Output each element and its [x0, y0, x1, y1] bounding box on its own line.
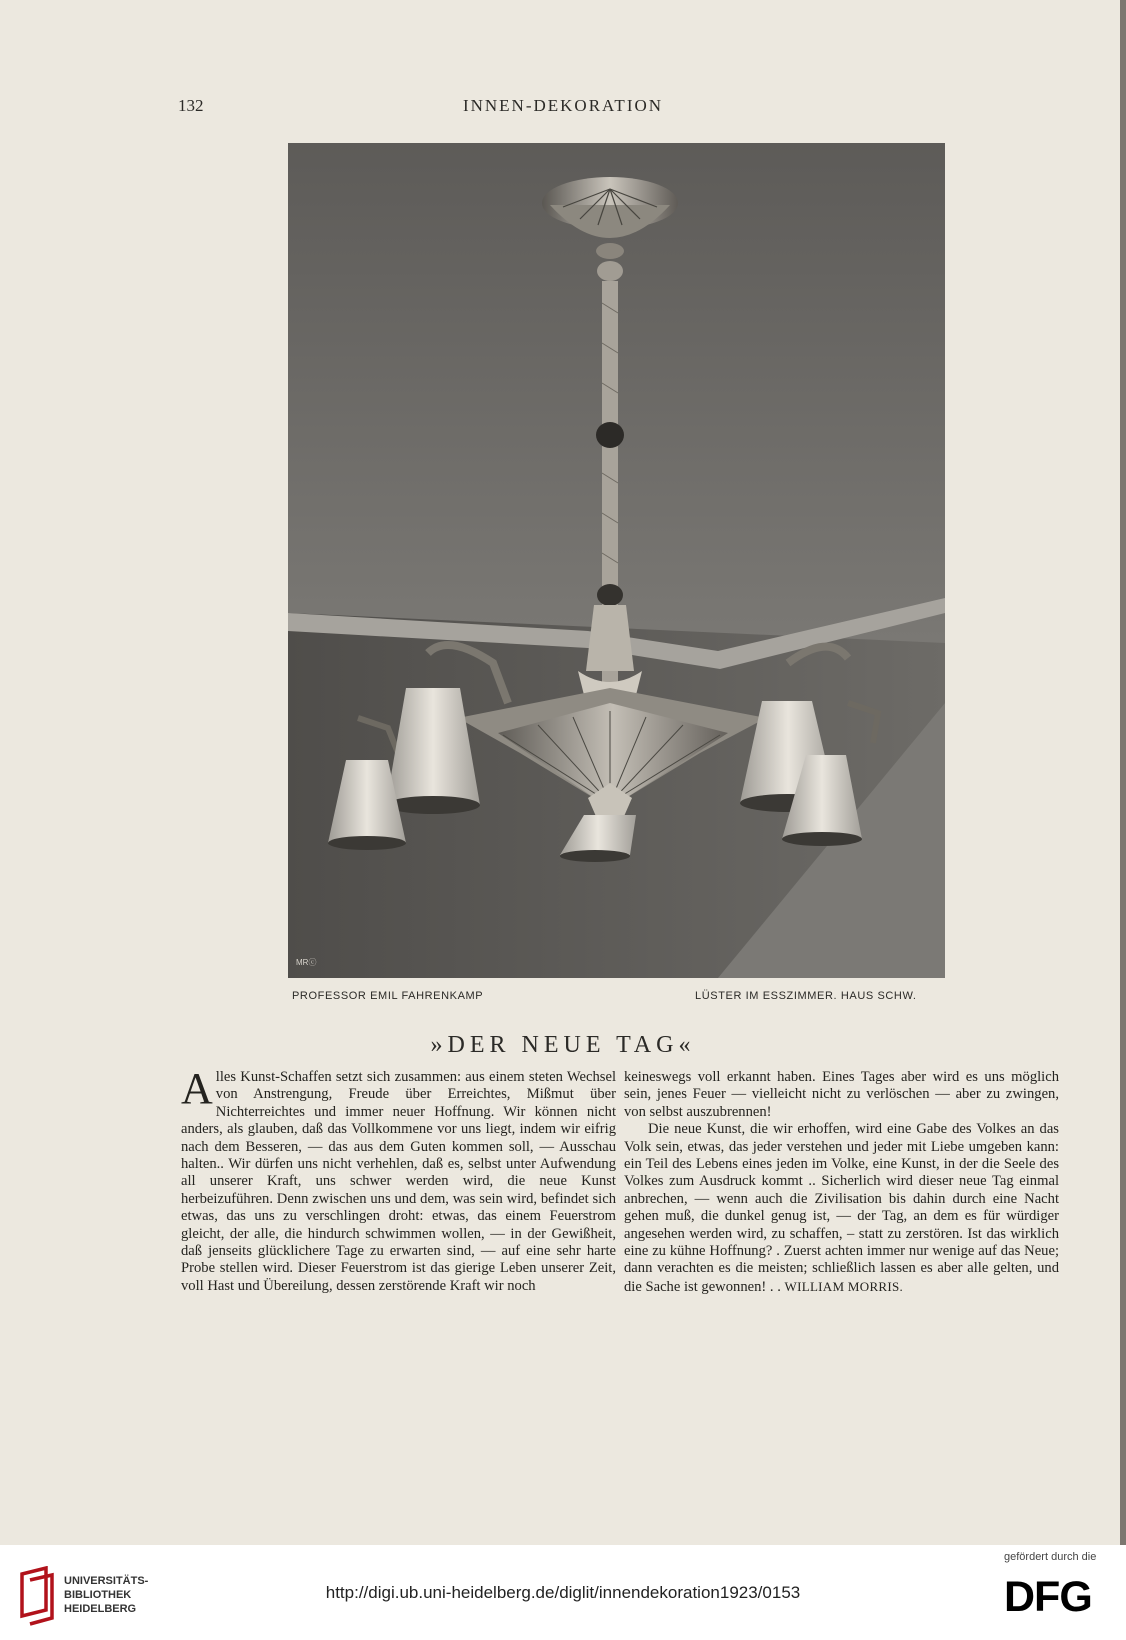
scan-edge [1120, 0, 1126, 1545]
photo-monogram: MRⓒ [296, 958, 317, 967]
article-paragraph: keineswegs voll erkannt haben. Eines Tages aber wird es uns möglich sein, jenes Feuer — vielleicht nicht zu verlöschen — aber zu zwingen, von selbst auszubrennen! [624, 1069, 1059, 1120]
dfg-logo: DFG [1004, 1573, 1092, 1621]
caption-description: LÜSTER IM ESSZIMMER. HAUS SCHW. [695, 990, 917, 1002]
chandelier-photo [288, 143, 945, 978]
page-number: 132 [178, 96, 204, 115]
library-name-line: BIBLIOTHEK [64, 1589, 132, 1601]
caption-photographer: PROFESSOR EMIL FAHRENKAMP [292, 990, 484, 1002]
article-column-right [624, 1069, 1059, 1296]
article-paragraph [181, 1064, 616, 1295]
permalink-url[interactable]: http://digi.ub.uni-heidelberg.de/diglit/innendekoration1923/0153 [325, 1583, 801, 1602]
author-signature: WILLIAM MORRIS. [784, 1278, 904, 1294]
drop-cap: A [181, 1064, 213, 1113]
paragraph-text: Die neue Kunst, die wir erhoffen, wird eine Gabe des Volkes an das Volk sein, etwas, das jeder verstehen und jeder mit Liebe umgeben kann: ein Teil des Lebens eines jeden im Volke, eine Kunst, in der die Seele des Volkes zum Ausdruck kommt .. Sicherlich wird dieser neue Tag einmal anbrechen, — wenn auch die Zivilisation bis dahin durch eine Nacht gehen muß, die dunkel genug ist, — der Tag, an dem es für würdiger angesehen werden wird, zu schaffen, – statt zu zerstören. Ist das wirklich eine zu kühne Hoffnung? . Zuerst achten immer nur wenige auf das Neue; dann verachten es die meisten; schließlich lassen es aber alle gelten, und die Sache ist gewonnen! . . [624, 1121, 1059, 1295]
article-title: »DER NEUE TAG« [430, 1032, 696, 1058]
funder-text: gefördert durch die [1004, 1551, 1097, 1563]
paragraph-text: lles Kunst-Schaffen setzt sich zusammen: aus einem steten Wechsel von Anstrengung, Freude über Erreichtes, Mißmut über Nichterreichtes und immer neuer Hoffnung. Wir können nicht anders, als glauben, daß das Vollkommene vor uns liegt, indem wir eifrig nach dem Besseren, — das aus dem Guten kommen soll, — Ausschau halten.. Wir dürfen uns nicht verhehlen, daß es, selbst unter Aufwendung all unserer Kraft, uns schwer werden wird, die neue Kunst herbeizuführen. Denn zwischen uns und dem, was sein wird, befindet sich etwas, das uns zu verschlingen droht: etwas, das einem Feuerstrom gleicht, der alle, die hindurch schwimmen wollen, — in der Gewißheit, daß jenseits glücklichere Tage zu erwarten sind, — auf eine sehr harte Probe stellen wird. Dieser Feuerstrom ist das gierige Leben unserer Zeit, voll Hast und Übereilung, dessen zerstörende Kraft wir noch [181, 1069, 616, 1294]
library-name-line: HEIDELBERG [64, 1603, 137, 1615]
article-paragraph [624, 1121, 1059, 1296]
library-name-line: UNIVERSITÄTS- [64, 1575, 149, 1587]
running-title: INNEN-DEKORATION [462, 96, 664, 115]
article-column-left [181, 1064, 616, 1295]
